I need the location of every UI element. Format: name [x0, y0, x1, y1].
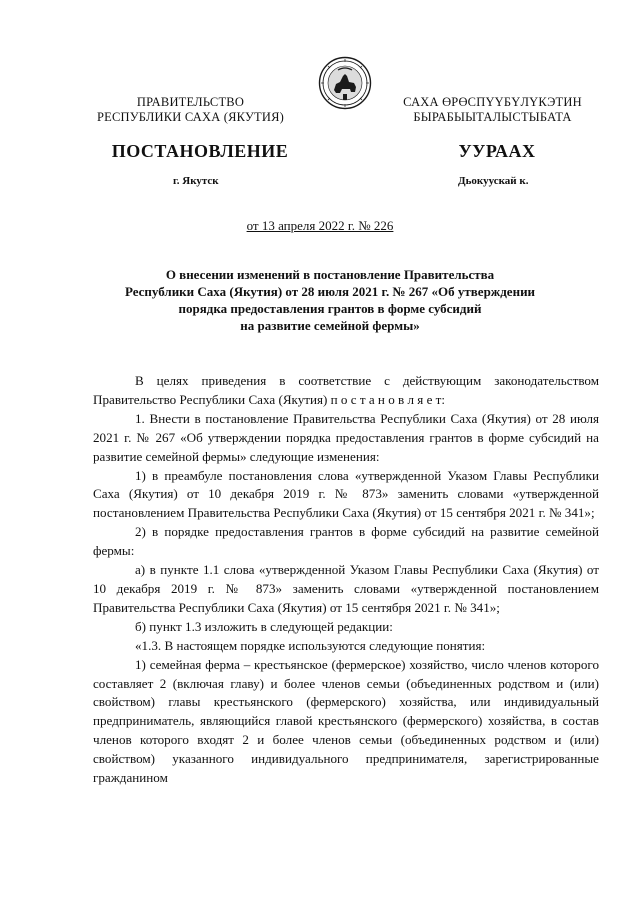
title-line: О внесении изменений в постановление Правительства [165, 267, 495, 282]
paragraph: 1. Внести в постановление Правительства Республики Саха (Якутия) от 28 июля 2021 г. № 267 «Об утверждении порядка предоставления грантов в форме субсидий на развитие семейной фермы» следующие изменения: [93, 410, 599, 464]
issuer-ru [88, 95, 293, 125]
doc-type-ru: ПОСТАНОВЛЕНИЕ [111, 141, 289, 161]
issuer-ru-line1: ПРАВИТЕЛЬСТВО [136, 95, 245, 109]
issuer-ru-line2: РЕСПУБЛИКИ САХА (ЯКУТИЯ) [97, 110, 284, 124]
issuer-sakha-line2: БЫРАБЫЫТАЛЫСТЫБАТА [413, 110, 572, 124]
issuer-sakha-line1: САХА ӨРӨСПҮҮБҮЛҮКЭТИН [403, 95, 582, 109]
issuer-sakha [385, 95, 600, 125]
paragraph: а) в пункте 1.1 слова «утвержденной Указом Главы Республики Саха (Якутия) от 10 декабря 2019 г. № 873» заменить словами «утвержденной постановлением Правительства Республики Саха (Якутия) от 15 сентября 2021 г. № 341»; [93, 562, 599, 615]
paragraph: В целях приведения в соответствие с действующим законодательством Правительство Республики Саха (Якутия) п о с т а н о в л я е т: [93, 373, 599, 407]
paragraph: 1) семейная ферма – крестьянское (фермерское) хозяйство, число членов которого составляет 2 (включая главу) и более членов семьи (объединенных родством и (или) свойством) главы крестьянского (фермерского) хозяйства, или индивидуальный предприниматель, являющийся главой крестьянского (фермерского) хозяйства, в состав членов которого входят 2 и более членов семьи (объединенных родством и (или) свойством) указанного индивидуального предпринимателя, зарегистрированные гражданином [93, 656, 599, 786]
city-sakha: Дьокуускай к. [458, 175, 529, 187]
title-line: Республики Саха (Якутия) от 28 июля 2021 г. № 267 «Об утверждении [124, 284, 536, 299]
document-date-number [0, 218, 640, 234]
paragraph: «1.3. В настоящем порядке используются следующие понятия: [135, 637, 486, 653]
document-body [93, 372, 599, 788]
coat-of-arms-icon [318, 56, 372, 110]
title-line: на развитие семейной фермы» [240, 318, 420, 333]
doc-type-sakha: УУРААХ [458, 141, 536, 161]
document-title [80, 266, 580, 334]
date-number-text: от 13 апреля 2022 г. № 226 [246, 218, 394, 233]
paragraph: 1) в преамбуле постановления слова «утвержденной Указом Главы Республики Саха (Якутия) от 10 декабря 2019 г. № 873» заменить словами «утвержденной постановлением Правительства Республики Саха (Якутия) от 15 сентября 2021 г. № 341»; [93, 467, 599, 521]
paragraph: 2) в порядке предоставления грантов в форме субсидий на развитие семейной фермы: [93, 524, 599, 559]
paragraph: б) пункт 1.3 изложить в следующей редакции: [135, 618, 393, 634]
title-line: порядка предоставления грантов в форме субсидий [178, 301, 482, 316]
city-ru: г. Якутск [173, 175, 219, 187]
